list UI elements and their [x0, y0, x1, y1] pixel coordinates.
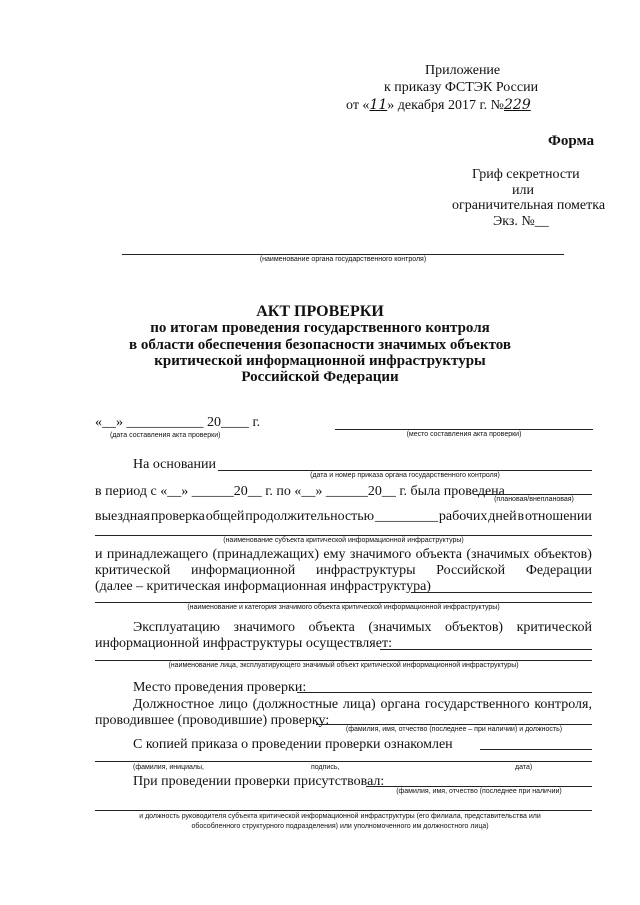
officials-word: лицо — [218, 697, 248, 712]
act-date-field: «__» ___________ 20____ г. — [95, 415, 261, 430]
duration-word: отношении — [524, 509, 592, 524]
order-caption: (дата и номер приказа органа государственного контроля) — [310, 472, 500, 479]
act-subtitle-2: в области обеспечения безопасности значимых объектов — [129, 337, 511, 353]
copy-text: С копией приказа о проведении проверки ознакомлен — [133, 737, 453, 752]
basis-line — [218, 470, 592, 471]
operation-line — [133, 620, 592, 636]
appendix-label: Приложение — [425, 63, 501, 78]
appendix-number: 229 — [504, 97, 531, 113]
classification-line3: ограничительная пометка — [452, 198, 606, 213]
operator-line — [95, 660, 592, 661]
classification-copy-number: Экз. №__ — [493, 214, 549, 229]
duration-line — [95, 509, 592, 525]
operation-word: Эксплуатацию — [133, 620, 221, 635]
duration-word: продолжительностью — [245, 509, 375, 524]
owned-word: ему — [323, 547, 346, 562]
present-line — [366, 786, 592, 787]
owned-word: (принадлежащих) — [212, 547, 320, 562]
planned-caption: (плановая/внеплановая) — [494, 496, 574, 503]
owned-word: и — [95, 547, 103, 562]
owned-word: объектов) — [533, 547, 592, 562]
officials-word: государственного — [424, 697, 530, 712]
official-caption: (фамилия, имя, отчество (последнее – при наличии) и должность) — [345, 726, 563, 733]
owned-word: принадлежащего — [106, 547, 209, 562]
duration-word: дней — [488, 509, 517, 524]
signature-line — [95, 761, 592, 762]
head-caption-2: обособленного структурного подразделения) или уполномоченного им должностного лица) — [191, 823, 489, 830]
duration-word: общей — [205, 509, 245, 524]
officials-text-2: проводившее (проводившие) проверку: — [95, 713, 330, 728]
appendix-date-number — [346, 97, 531, 114]
duration-word: в — [517, 509, 525, 524]
basis-label: На основании — [133, 457, 216, 472]
act-subtitle-3: критической информационной инфраструктуры — [154, 353, 486, 369]
sign-name-caption: (фамилия, инициалы, — [133, 764, 204, 771]
officials-word: контроля, — [534, 697, 592, 712]
control-body-line — [122, 254, 564, 255]
critical-word: информационной — [190, 563, 296, 578]
operation-line-blank — [380, 649, 592, 650]
hereinafter-text: (далее – критическая информационная инфраструктура) — [95, 579, 431, 594]
planned-line — [476, 494, 592, 495]
appendix-order: к приказу ФСТЭК России — [384, 80, 539, 95]
owned-word: объекта — [415, 547, 462, 562]
control-body-caption: (наименование органа государственного контроля) — [259, 256, 427, 263]
act-subtitle-1: по итогам проведения государственного контроля — [150, 320, 490, 336]
act-place-line — [335, 429, 593, 430]
present-caption: (фамилия, имя, отчество (последнее при наличии) — [396, 788, 562, 795]
classification-line2: или — [512, 183, 534, 198]
owned-word: (значимых — [466, 547, 530, 562]
period-text: в период с «__» ______20__ г. по «__» ______20__ г. была проведена — [95, 484, 505, 499]
subject-caption: (наименование субъекта критической информационной инфраструктуры) — [223, 537, 464, 544]
head-line — [95, 810, 592, 811]
operation-word: объекта — [308, 620, 355, 635]
operation-word: объектов) — [445, 620, 504, 635]
object-line — [95, 602, 592, 603]
object-caption: (наименование и категория значимого объекта критической информационной инфраструктуры) — [187, 604, 500, 611]
operation-word: значимого — [233, 620, 295, 635]
duration-word: рабочих — [438, 509, 488, 524]
act-place-caption: (место составления акта проверки) — [406, 431, 522, 438]
owned-line — [95, 547, 592, 563]
duration-word: выездная — [95, 509, 150, 524]
subject-line — [95, 535, 592, 536]
act-title: АКТ ПРОВЕРКИ — [256, 303, 384, 320]
act-date-caption: (дата составления акта проверки) — [110, 432, 221, 439]
duration-days-blank: _________ — [375, 509, 439, 524]
classification-line1: Гриф секретности — [472, 167, 580, 182]
present-text: При проведении проверки присутствовал: — [133, 774, 385, 789]
officials-word: органа — [380, 697, 421, 712]
place-label: Место проведения проверки: — [133, 680, 307, 695]
owned-word: значимого — [349, 547, 412, 562]
operator-caption: (наименование лица, эксплуатирующего значимый объект критической информационной инфраструктуры) — [168, 662, 519, 669]
copy-line — [480, 749, 592, 750]
critical-word: критической — [95, 563, 171, 578]
critical-word: инфраструктуры — [315, 563, 416, 578]
hereinafter-line — [411, 592, 592, 593]
sign-date-caption: дата) — [515, 764, 533, 771]
sign-signature-caption: подпись, — [311, 764, 340, 771]
appendix-date-mid: » декабря 2017 г. № — [387, 98, 504, 113]
officials-line — [133, 697, 592, 713]
operation-word: критической — [516, 620, 592, 635]
officials-word: (должностные — [252, 697, 339, 712]
critical-line — [95, 563, 592, 579]
form-label: Форма — [548, 133, 595, 149]
officials-word: Должностное — [133, 697, 215, 712]
officials-word: лица) — [342, 697, 376, 712]
operation-word: (значимых — [368, 620, 432, 635]
critical-word: Федерации — [525, 563, 592, 578]
appendix-day: 11 — [369, 97, 388, 113]
critical-word: Российской — [436, 563, 506, 578]
officials-blank-line — [316, 724, 592, 725]
operation-text-2: информационной инфраструктуры осуществляет: — [95, 636, 392, 651]
head-caption-1: и должность руководителя субъекта критической информационной инфраструктуры (его филиала, представительства или — [139, 813, 541, 820]
duration-word: проверка — [150, 509, 205, 524]
act-subtitle-4: Российской Федерации — [241, 369, 399, 385]
place-line — [297, 692, 592, 693]
appendix-date-prefix: от « — [346, 98, 370, 113]
